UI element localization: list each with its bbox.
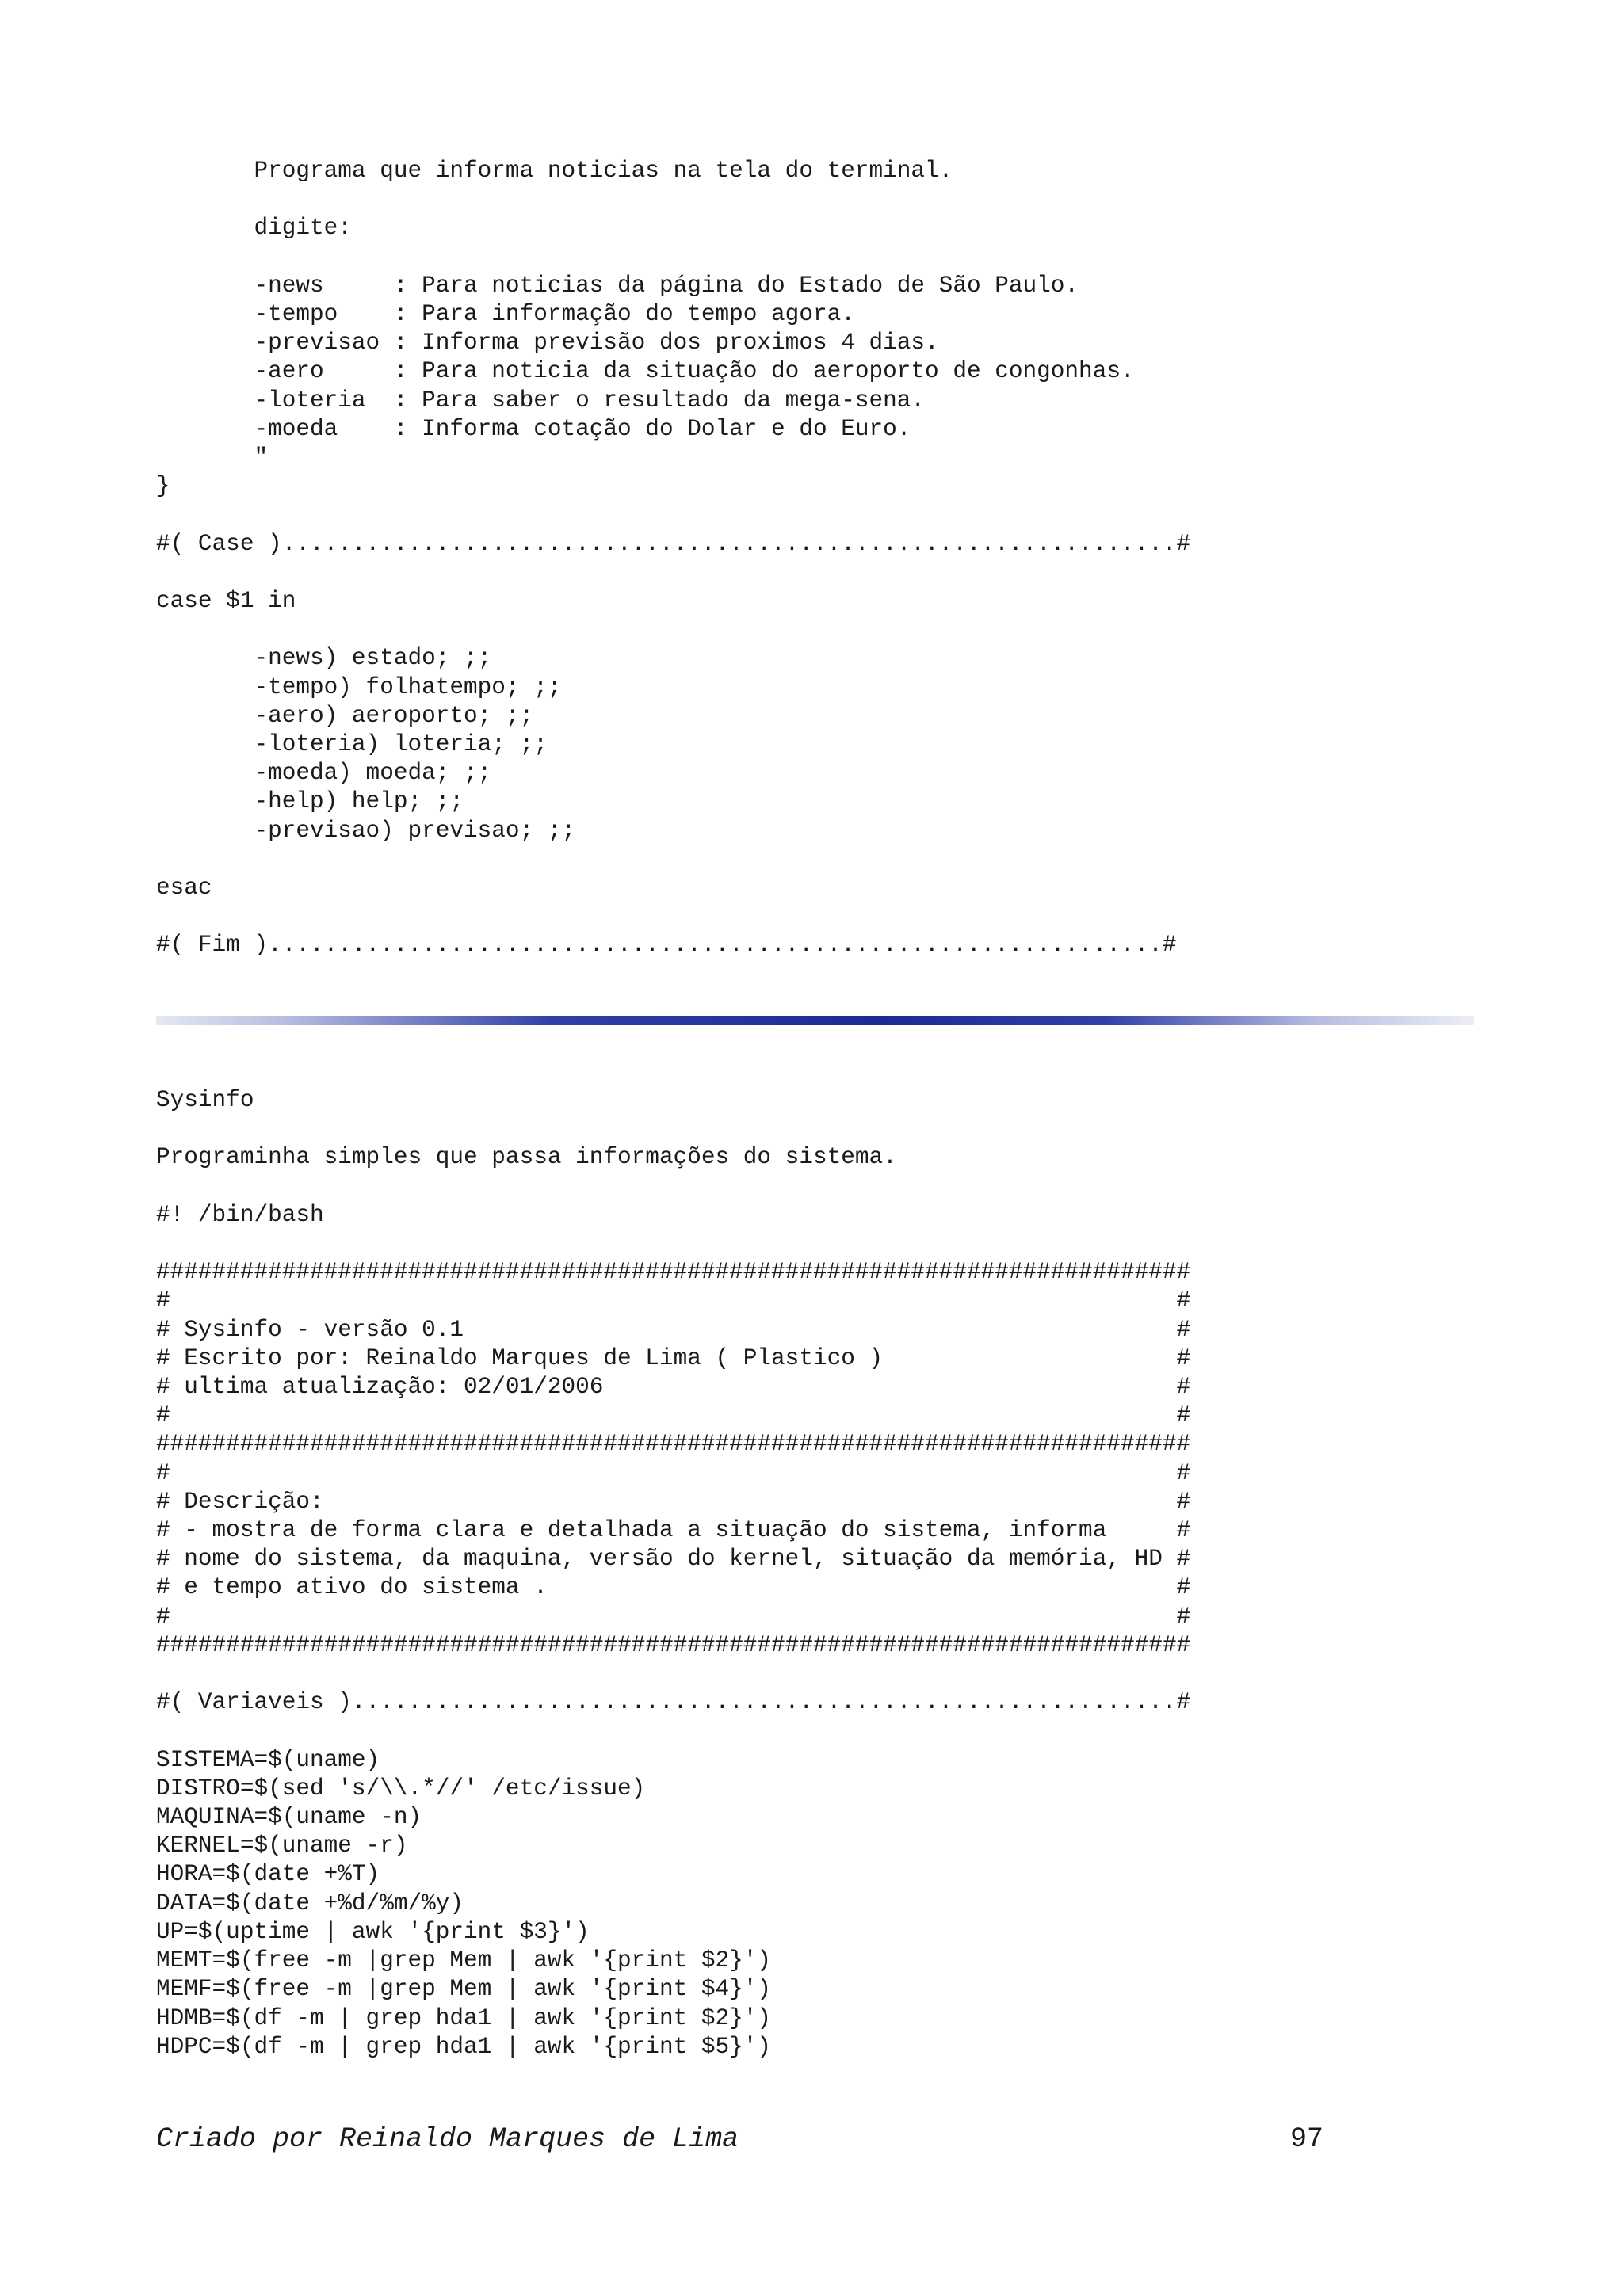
code-line xyxy=(156,1173,1190,1201)
code-line: -tempo) folhatempo; ;; xyxy=(156,673,562,700)
code-line: -tempo : Para informação do tempo agora. xyxy=(156,301,855,328)
code-line xyxy=(156,185,1190,214)
code-line: HDMB=$(df -m | grep hda1 | awk '{print $2}') xyxy=(156,2004,772,2031)
code-line: # ultima atualização: 02/01/2006 # xyxy=(156,1374,1191,1401)
code-line xyxy=(156,616,1190,644)
code-line: SISTEMA=$(uname) xyxy=(156,1746,380,1773)
code-line: digite: xyxy=(156,215,352,242)
code-line: # - mostra de forma clara e detalhada a situação do sistema, informa # xyxy=(156,1517,1191,1544)
code-line: -news) estado; ;; xyxy=(156,645,492,672)
code-line: Programa que informa noticias na tela do terminal. xyxy=(156,158,953,184)
code-line: DISTRO=$(sed 's/\\.*//' /etc/issue) xyxy=(156,1775,646,1802)
code-line: # # xyxy=(156,1603,1191,1630)
code-line: MAQUINA=$(uname -n) xyxy=(156,1804,422,1831)
code-line xyxy=(156,243,1190,272)
code-line: " xyxy=(156,444,269,471)
code-line xyxy=(156,902,1190,931)
code-line: -aero : Para noticia da situação do aeroporto de congonhas. xyxy=(156,358,1135,385)
code-line: -moeda : Informa cotação do Dolar e do Euro. xyxy=(156,415,911,442)
code-line: -previsao : Informa previsão dos proximos 4 dias. xyxy=(156,330,939,357)
code-line: MEMF=$(free -m |grep Mem | awk '{print $4}') xyxy=(156,1976,772,2003)
code-line: ########################################################################## xyxy=(156,1431,1191,1458)
code-line: #( Fim )................................................................# xyxy=(156,932,1177,959)
code-line: -loteria) loteria; ;; xyxy=(156,731,548,758)
code-line: # nome do sistema, da maquina, versão do kernel, situação da memória, HD # xyxy=(156,1546,1191,1573)
code-line xyxy=(156,1230,1190,1258)
code-line: # e tempo ativo do sistema . # xyxy=(156,1574,1191,1601)
code-line: UP=$(uptime | awk '{print $3}') xyxy=(156,1918,590,1945)
code-line: # # xyxy=(156,1402,1191,1429)
code-line: -news : Para noticias da página do Estado de São Paulo. xyxy=(156,272,1079,299)
code-line: ########################################################################## xyxy=(156,1631,1191,1658)
code-line: # # xyxy=(156,1287,1191,1314)
code-line xyxy=(156,559,1190,587)
code-line xyxy=(156,1717,1190,1745)
code-line xyxy=(156,1660,1190,1688)
code-line: #! /bin/bash xyxy=(156,1201,324,1228)
code-block-sysinfo-script xyxy=(156,1086,1190,2061)
page-number: 97 xyxy=(1290,2123,1324,2155)
code-line: esac xyxy=(156,875,212,902)
code-line xyxy=(156,1115,1190,1143)
code-line: -aero) aeroporto; ;; xyxy=(156,702,534,729)
code-line: DATA=$(date +%d/%m/%y) xyxy=(156,1890,464,1917)
code-line: -help) help; ;; xyxy=(156,788,464,815)
code-line: MEMT=$(free -m |grep Mem | awk '{print $2}') xyxy=(156,1947,772,1974)
code-line: KERNEL=$(uname -r) xyxy=(156,1833,408,1859)
code-line: # Sysinfo - versão 0.1 # xyxy=(156,1316,1191,1343)
code-line xyxy=(156,845,1190,874)
code-line: Sysinfo xyxy=(156,1087,254,1113)
code-line: case $1 in xyxy=(156,588,296,615)
code-line: HDPC=$(df -m | grep hda1 | awk '{print $5}') xyxy=(156,2033,772,2060)
code-line: # # xyxy=(156,1459,1191,1486)
footer-author: Criado por Reinaldo Marques de Lima xyxy=(156,2123,739,2155)
code-line: #( Variaveis )...........................................................# xyxy=(156,1689,1191,1716)
code-line: -loteria : Para saber o resultado da mega-sena. xyxy=(156,387,926,414)
code-line: -moeda) moeda; ;; xyxy=(156,760,492,787)
code-line: #( Case )................................................................# xyxy=(156,530,1191,557)
section-separator-bar xyxy=(156,1016,1474,1025)
code-line: -previsao) previsao; ;; xyxy=(156,817,576,844)
code-line xyxy=(156,501,1190,529)
code-line: # Descrição: # xyxy=(156,1488,1191,1515)
code-line: } xyxy=(156,473,170,500)
code-line: ########################################################################## xyxy=(156,1259,1191,1286)
code-block-news-script xyxy=(156,157,1190,960)
code-line: # Escrito por: Reinaldo Marques de Lima ( Plastico ) # xyxy=(156,1344,1191,1371)
code-line: Programinha simples que passa informações do sistema. xyxy=(156,1144,897,1171)
code-line: HORA=$(date +%T) xyxy=(156,1861,380,1888)
